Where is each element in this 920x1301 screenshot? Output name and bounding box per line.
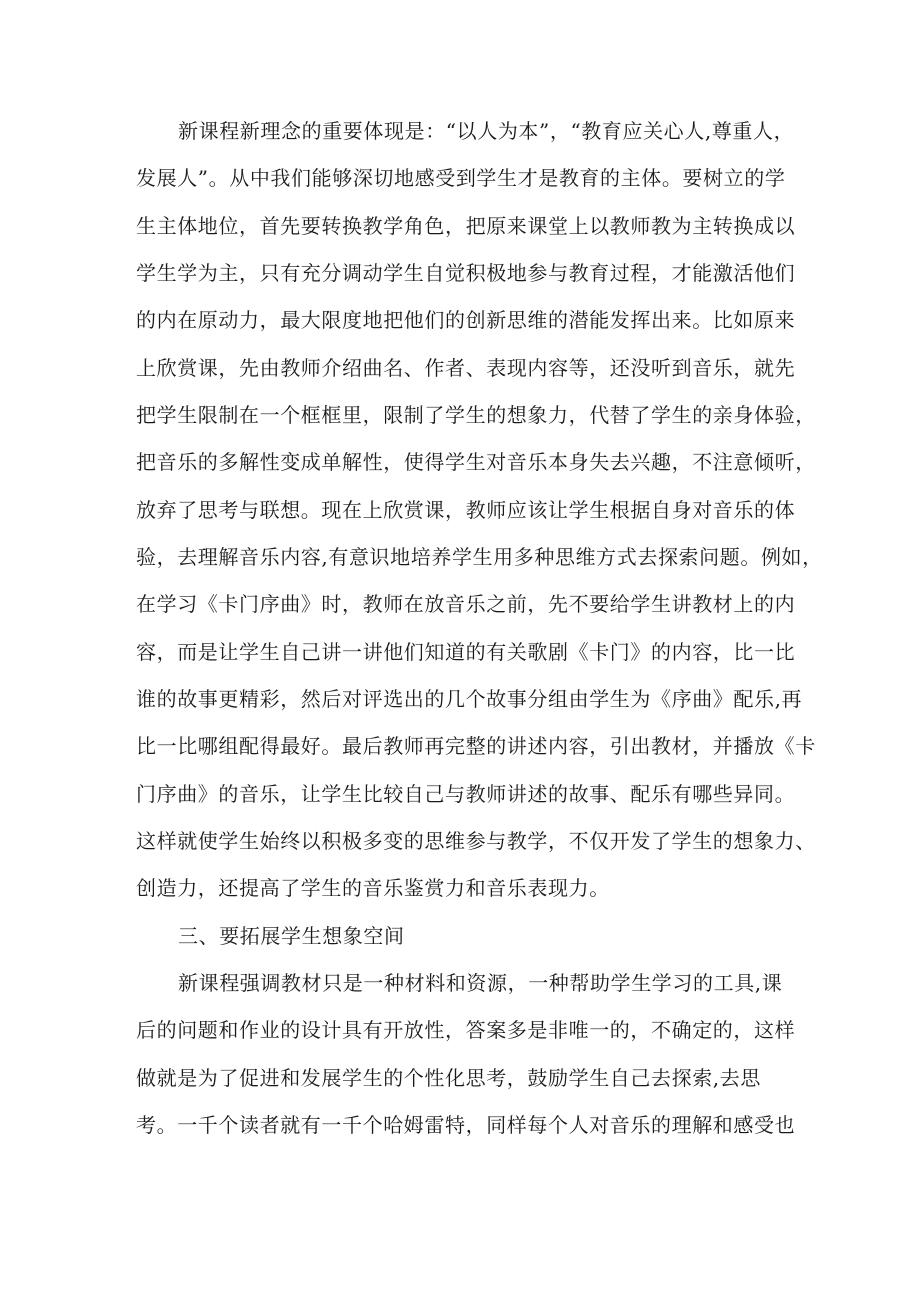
paragraph-1-line-1: 新课程新理念的重要体现是：“以人为本”，“教育应关心人,尊重人， (178, 119, 795, 143)
paragraph-1-line-10: 验，去理解音乐内容,有意识地培养学生用多种思维方式去探索问题。例如， (136, 545, 823, 569)
paragraph-1-line-9: 放弃了思考与联想。现在上欣赏课，教师应该让学生根据自身对音乐的体 (136, 498, 796, 522)
paragraph-1-line-17: 创造力，还提高了学生的音乐鉴赏力和音乐表现力。 (136, 876, 610, 900)
paragraph-1-line-11: 在学习《卡门序曲》时，教师在放音乐之前，先不要给学生讲教材上的内 (136, 592, 796, 616)
paragraph-1-line-3: 生主体地位，首先要转换教学角色，把原来课堂上以教师教为主转换成以 (136, 214, 796, 238)
paragraph-1-line-8: 把音乐的多解性变成单解性，使得学生对音乐本身失去兴趣，不注意倾听， (136, 450, 816, 474)
paragraph-1-line-7: 把学生限制在一个框框里，限制了学生的想象力，代替了学生的亲身体验， (136, 403, 816, 427)
paragraph-1-line-15: 门序曲》的音乐，让学生比较自己与教师讲述的故事、配乐有哪些异同。 (136, 782, 796, 806)
paragraph-1-line-12: 容，而是让学生自己讲一讲他们知道的有关歌剧《卡门》的内容，比一比 (136, 640, 796, 664)
paragraph-1-line-16: 这样就使学生始终以积极多变的思维参与教学，不仅开发了学生的想象力、 (136, 829, 816, 853)
section-heading: 三、要拓展学生想象空间 (178, 924, 405, 948)
paragraph-1-line-13: 谁的故事更精彩，然后对评选出的几个故事分组由学生为《序曲》配乐,再 (136, 687, 803, 711)
paragraph-1-line-6: 上欣赏课，先由教师介绍曲名、作者、表现内容等，还没听到音乐，就先 (136, 356, 796, 380)
paragraph-2-line-3: 做就是为了促进和发展学生的个性化思考，鼓励学生自己去探索,去思 (136, 1066, 761, 1090)
paragraph-2-line-4: 考。一千个读者就有一千个哈姆雷特，同样每个人对音乐的理解和感受也 (136, 1113, 796, 1137)
paragraph-2-line-2: 后的问题和作业的设计具有开放性，答案多是非唯一的，不确定的，这样 (136, 1018, 796, 1042)
paragraph-1-line-4: 学生学为主，只有充分调动学生自觉积极地参与教育过程，才能激活他们 (136, 261, 796, 285)
paragraph-1-line-2: 发展人”。从中我们能够深切地感受到学生才是教育的主体。要树立的学 (136, 166, 786, 190)
paragraph-1-line-5: 的内在原动力，最大限度地把他们的创新思维的潜能发挥出来。比如原来 (136, 308, 796, 332)
paragraph-1-line-14: 比一比哪组配得最好。最后教师再完整的讲述内容，引出教材，并播放《卡 (136, 734, 816, 758)
paragraph-2-line-1: 新课程强调教材只是一种材料和资源，一种帮助学生学习的工具,课 (178, 971, 783, 995)
